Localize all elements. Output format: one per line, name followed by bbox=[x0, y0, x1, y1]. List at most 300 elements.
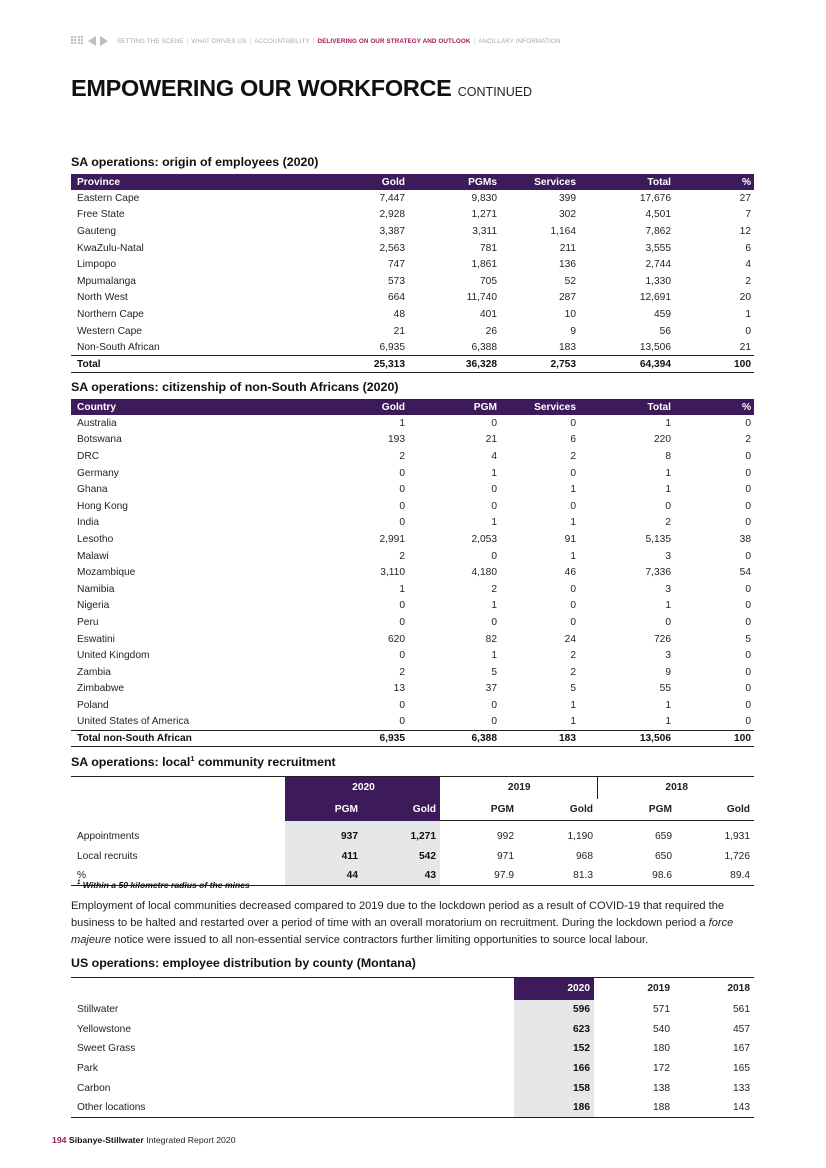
local-cell: Appointments bbox=[77, 830, 140, 842]
citizenship-cell: 0 bbox=[491, 500, 497, 512]
citizenship-row bbox=[71, 481, 754, 498]
us-cell: 158 bbox=[514, 1078, 594, 1098]
citizenship-cell: 4 bbox=[491, 450, 497, 462]
citizenship-cell: 1 bbox=[665, 467, 671, 479]
local-table-title bbox=[71, 754, 336, 769]
origin-total-cell: Total bbox=[71, 356, 321, 373]
origin-cell: 9,830 bbox=[471, 192, 497, 204]
origin-total-row bbox=[71, 356, 754, 373]
origin-cell: 1,861 bbox=[471, 259, 497, 271]
citizenship-total-cell: 6,388 bbox=[408, 730, 500, 747]
citizenship-cell: Lesotho bbox=[77, 533, 114, 545]
citizenship-cell: Nigeria bbox=[77, 600, 110, 612]
us-cell: Park bbox=[77, 1062, 98, 1074]
local-cell: 81.3 bbox=[518, 866, 597, 886]
citizenship-cell: 0 bbox=[745, 683, 751, 695]
citizenship-cell: 2,991 bbox=[379, 533, 405, 545]
citizenship-total-row bbox=[71, 730, 754, 747]
us-cell: 571 bbox=[653, 1003, 670, 1015]
paragraph-italic: force majeure bbox=[71, 917, 734, 946]
citizenship-row bbox=[71, 548, 754, 565]
citizenship-cell: 54 bbox=[739, 567, 751, 579]
origin-cell: 52 bbox=[564, 275, 576, 287]
citizenship-row bbox=[71, 498, 754, 515]
footer-brand: Sibanye-Stillwater bbox=[68, 1135, 144, 1145]
us-row bbox=[71, 1039, 754, 1059]
citizenship-cell: 0 bbox=[491, 716, 497, 728]
origin-cell: 7,862 bbox=[645, 225, 671, 237]
citizenship-cell: 620 bbox=[388, 633, 405, 645]
citizenship-row bbox=[71, 714, 754, 731]
citizenship-row bbox=[71, 697, 754, 714]
citizenship-cell: 24 bbox=[564, 633, 576, 645]
us-table-title: US operations: employee distribution by county (Montana) bbox=[71, 956, 416, 970]
previous-page-icon[interactable] bbox=[88, 36, 96, 46]
citizenship-cell: 7,336 bbox=[645, 567, 671, 579]
local-row bbox=[71, 846, 754, 866]
local-cell: 1,190 bbox=[567, 830, 593, 842]
page-footer bbox=[52, 1135, 236, 1145]
citizenship-cell: 1 bbox=[570, 716, 576, 728]
us-cell: Sweet Grass bbox=[77, 1043, 136, 1055]
local-year-2018: 2018 bbox=[597, 777, 754, 799]
local-title-text: SA operations: local bbox=[71, 755, 191, 770]
us-cell: 165 bbox=[733, 1062, 750, 1074]
citizenship-cell: 0 bbox=[570, 417, 576, 429]
origin-cell: 12 bbox=[739, 225, 751, 237]
local-cell: % bbox=[71, 866, 285, 886]
us-cell: 623 bbox=[514, 1019, 594, 1039]
local-sub-gold-2020: Gold bbox=[362, 799, 440, 821]
origin-cell: 3,311 bbox=[472, 225, 497, 237]
us-cell: 561 bbox=[733, 1003, 750, 1015]
page-title-main: EMPOWERING OUR WORKFORCE bbox=[71, 75, 452, 101]
citizenship-cell: Namibia bbox=[77, 583, 115, 595]
citizenship-cell: 0 bbox=[399, 716, 405, 728]
citizenship-cell: 1 bbox=[665, 417, 671, 429]
origin-cell: 6,935 bbox=[379, 341, 405, 353]
citizenship-row bbox=[71, 581, 754, 598]
citizenship-cell: Mozambique bbox=[77, 567, 136, 579]
citizenship-cell: 220 bbox=[654, 434, 671, 446]
origin-row bbox=[71, 190, 754, 207]
page-title bbox=[71, 75, 532, 102]
citizenship-header-cell: Gold bbox=[321, 399, 408, 415]
citizenship-cell: Eswatini bbox=[77, 633, 115, 645]
us-year-2020: 2020 bbox=[514, 978, 594, 1000]
page-title-suffix: CONTINUED bbox=[457, 85, 533, 99]
local-sub-pgm-2020: PGM bbox=[285, 799, 362, 821]
local-cell: 97.9 bbox=[440, 866, 518, 886]
citizenship-cell: 5 bbox=[570, 683, 576, 695]
origin-cell: 1,271 bbox=[471, 209, 497, 221]
origin-cell: 6 bbox=[745, 242, 751, 254]
citizenship-cell: 0 bbox=[399, 699, 405, 711]
origin-total-cell: 2,753 bbox=[500, 356, 579, 373]
citizenship-cell: 0 bbox=[745, 517, 751, 529]
citizenship-cell: 193 bbox=[388, 434, 405, 446]
citizenship-cell: 4,180 bbox=[471, 567, 497, 579]
local-cell: 98.6 bbox=[597, 866, 676, 886]
nav-delivering-strategy[interactable]: DELIVERING ON OUR STRATEGY AND OUTLOOK bbox=[317, 37, 471, 45]
citizenship-cell: 9 bbox=[665, 666, 671, 678]
origin-cell: Eastern Cape bbox=[77, 192, 140, 204]
citizenship-cell: 0 bbox=[491, 616, 497, 628]
footnote-marker: 1 bbox=[77, 880, 81, 887]
nav-separator: | bbox=[473, 37, 476, 45]
citizenship-total-cell: 183 bbox=[500, 730, 579, 747]
local-cell: 659 bbox=[655, 830, 672, 842]
origin-cell: 4,501 bbox=[645, 209, 671, 221]
origin-cell: 459 bbox=[654, 308, 671, 320]
local-footnote bbox=[77, 880, 250, 890]
origin-header-cell: Province bbox=[71, 174, 321, 190]
citizenship-row bbox=[71, 598, 754, 615]
citizenship-cell: 1 bbox=[491, 650, 497, 662]
citizenship-cell: DRC bbox=[77, 450, 100, 462]
citizenship-cell: Ghana bbox=[77, 484, 108, 496]
citizenship-cell: 0 bbox=[399, 650, 405, 662]
origin-cell: 20 bbox=[739, 292, 751, 304]
citizenship-row bbox=[71, 647, 754, 664]
origin-cell: Northern Cape bbox=[77, 308, 144, 320]
local-recruitment-table bbox=[71, 776, 754, 886]
local-row bbox=[71, 827, 754, 847]
nav-separator: | bbox=[249, 37, 252, 45]
citizenship-cell: 8 bbox=[665, 450, 671, 462]
us-row bbox=[71, 1078, 754, 1098]
us-year-2019: 2019 bbox=[647, 983, 670, 995]
citizenship-cell: 0 bbox=[745, 716, 751, 728]
local-cell: 411 bbox=[285, 846, 362, 866]
citizenship-row bbox=[71, 564, 754, 581]
origin-cell: Gauteng bbox=[77, 225, 117, 237]
local-year-2019: 2019 bbox=[507, 782, 531, 794]
lockdown-paragraph bbox=[71, 898, 754, 949]
local-year-2020: 2020 bbox=[285, 777, 440, 799]
local-sub-pgm-2019: PGM bbox=[440, 799, 518, 821]
us-row bbox=[71, 1098, 754, 1118]
page-number: 194 bbox=[52, 1135, 67, 1145]
nav-separator: | bbox=[186, 37, 189, 45]
us-cell: 188 bbox=[653, 1102, 670, 1114]
citizenship-row bbox=[71, 531, 754, 548]
origin-cell: 1,164 bbox=[550, 225, 576, 237]
local-title-footnote-marker: 1 bbox=[190, 754, 195, 763]
citizenship-cell: 0 bbox=[399, 467, 405, 479]
local-cell: 1,271 bbox=[362, 827, 440, 847]
citizenship-cell: 2 bbox=[745, 434, 751, 446]
citizenship-cell: United States of America bbox=[77, 716, 190, 728]
origin-cell: 183 bbox=[559, 341, 576, 353]
origin-cell: 2 bbox=[745, 275, 751, 287]
local-cell: 992 bbox=[497, 830, 514, 842]
local-cell: 968 bbox=[576, 850, 593, 862]
citizenship-cell: 2,053 bbox=[471, 533, 497, 545]
citizenship-cell: 2 bbox=[491, 583, 497, 595]
origin-cell: Limpopo bbox=[77, 259, 117, 271]
citizenship-cell: 1 bbox=[570, 484, 576, 496]
citizenship-cell: 1 bbox=[665, 716, 671, 728]
citizenship-cell: 0 bbox=[745, 484, 751, 496]
us-cell: 457 bbox=[733, 1023, 750, 1035]
us-cell: Stillwater bbox=[77, 1003, 119, 1015]
origin-cell: 3,555 bbox=[645, 242, 671, 254]
citizenship-cell: 0 bbox=[745, 616, 751, 628]
local-cell: 937 bbox=[285, 827, 362, 847]
origin-cell: Free State bbox=[77, 209, 125, 221]
citizenship-cell: Peru bbox=[77, 616, 99, 628]
citizenship-cell: 1 bbox=[399, 583, 405, 595]
citizenship-total-cell: 6,935 bbox=[321, 730, 408, 747]
citizenship-cell: 13 bbox=[393, 683, 405, 695]
citizenship-total-cell: Total non-South African bbox=[71, 730, 321, 747]
local-cell: 89.4 bbox=[676, 866, 754, 886]
origin-cell: Western Cape bbox=[77, 325, 142, 337]
origin-cell: 4 bbox=[745, 259, 751, 271]
origin-header-cell: Gold bbox=[321, 174, 408, 190]
citizenship-cell: United Kingdom bbox=[77, 650, 150, 662]
us-cell: Yellowstone bbox=[77, 1023, 131, 1035]
origin-table-header bbox=[71, 174, 754, 190]
citizenship-cell: 2 bbox=[399, 550, 405, 562]
origin-cell: 11,740 bbox=[466, 292, 497, 304]
local-sub-pgm-2018: PGM bbox=[597, 799, 676, 821]
citizenship-cell: Australia bbox=[77, 417, 117, 429]
citizenship-cell: 0 bbox=[745, 450, 751, 462]
citizenship-cell: 6 bbox=[570, 434, 576, 446]
us-cell: 540 bbox=[653, 1023, 670, 1035]
grid-menu-icon[interactable] bbox=[71, 36, 83, 47]
origin-cell: 0 bbox=[745, 325, 751, 337]
citizenship-cell: 5,135 bbox=[645, 533, 671, 545]
local-year-row bbox=[71, 777, 754, 799]
citizenship-cell: 55 bbox=[659, 683, 671, 695]
citizenship-cell: 0 bbox=[745, 583, 751, 595]
citizenship-header-cell: PGM bbox=[408, 399, 500, 415]
nav-ancillary-information[interactable]: ANCILLARY INFORMATION bbox=[478, 37, 561, 45]
origin-cell: 10 bbox=[564, 308, 576, 320]
origin-cell: 7,447 bbox=[379, 192, 405, 204]
citizenship-row bbox=[71, 631, 754, 648]
next-page-icon[interactable] bbox=[100, 36, 108, 46]
us-row bbox=[71, 1000, 754, 1020]
local-subheader-row bbox=[71, 799, 754, 821]
us-cell: 143 bbox=[733, 1102, 750, 1114]
citizenship-header-cell: Total bbox=[579, 399, 674, 415]
local-sub-gold-2018: Gold bbox=[676, 799, 754, 821]
citizenship-cell: India bbox=[77, 517, 100, 529]
origin-cell: 705 bbox=[480, 275, 497, 287]
citizenship-cell: 38 bbox=[739, 533, 751, 545]
origin-cell: 2,744 bbox=[645, 259, 671, 271]
us-cell: 186 bbox=[514, 1098, 594, 1118]
origin-cell: 21 bbox=[393, 325, 405, 337]
footnote-text: Within a 50 kilometre radius of the mines bbox=[82, 880, 250, 890]
footer-report: Integrated Report 2020 bbox=[146, 1135, 236, 1145]
origin-cell: 56 bbox=[659, 325, 671, 337]
citizenship-cell: 0 bbox=[745, 467, 751, 479]
citizenship-cell: 5 bbox=[745, 633, 751, 645]
origin-row bbox=[71, 207, 754, 224]
citizenship-cell: 1 bbox=[665, 699, 671, 711]
citizenship-cell: 1 bbox=[491, 600, 497, 612]
origin-cell: Mpumalanga bbox=[77, 275, 136, 287]
citizenship-row bbox=[71, 448, 754, 465]
citizenship-cell: 0 bbox=[745, 417, 751, 429]
citizenship-cell: 0 bbox=[570, 583, 576, 595]
origin-cell: 6,388 bbox=[471, 341, 497, 353]
citizenship-header-cell: % bbox=[674, 399, 754, 415]
origin-cell: 747 bbox=[388, 259, 405, 271]
us-cell: Other locations bbox=[77, 1102, 146, 1114]
origin-cell: 399 bbox=[559, 192, 576, 204]
citizenship-cell: 2 bbox=[570, 450, 576, 462]
citizenship-table bbox=[71, 399, 754, 747]
us-cell: 172 bbox=[653, 1062, 670, 1074]
citizenship-cell: 0 bbox=[399, 500, 405, 512]
local-cell: 1,931 bbox=[724, 830, 750, 842]
citizenship-cell: 0 bbox=[570, 500, 576, 512]
us-row bbox=[71, 1019, 754, 1039]
citizenship-total-cell: 13,506 bbox=[579, 730, 674, 747]
origin-row bbox=[71, 240, 754, 257]
citizenship-cell: 5 bbox=[491, 666, 497, 678]
origin-total-cell: 36,328 bbox=[408, 356, 500, 373]
citizenship-table-header bbox=[71, 399, 754, 415]
origin-table-title: SA operations: origin of employees (2020) bbox=[71, 155, 319, 169]
origin-cell: 781 bbox=[480, 242, 497, 254]
citizenship-cell: 0 bbox=[399, 517, 405, 529]
citizenship-cell: 2 bbox=[399, 666, 405, 678]
citizenship-cell: 0 bbox=[745, 666, 751, 678]
citizenship-cell: 2 bbox=[399, 450, 405, 462]
us-row bbox=[71, 1059, 754, 1079]
citizenship-cell: 0 bbox=[491, 484, 497, 496]
origin-cell: 12,691 bbox=[639, 292, 671, 304]
origin-cell: 1 bbox=[745, 308, 751, 320]
citizenship-cell: 91 bbox=[564, 533, 576, 545]
citizenship-cell: 82 bbox=[485, 633, 497, 645]
citizenship-cell: 0 bbox=[745, 600, 751, 612]
origin-cell: 287 bbox=[559, 292, 576, 304]
citizenship-cell: 1 bbox=[399, 417, 405, 429]
citizenship-cell: Germany bbox=[77, 467, 119, 479]
citizenship-table-title: SA operations: citizenship of non-South Africans (2020) bbox=[71, 380, 399, 394]
local-title-rest: community recruitment bbox=[194, 755, 336, 770]
us-cell: 133 bbox=[733, 1082, 750, 1094]
origin-row bbox=[71, 223, 754, 240]
us-year-2018: 2018 bbox=[727, 983, 750, 995]
nav-what-drives-us[interactable]: WHAT DRIVES US bbox=[191, 37, 247, 45]
citizenship-cell: 37 bbox=[485, 683, 497, 695]
origin-row bbox=[71, 290, 754, 307]
origin-row bbox=[71, 273, 754, 290]
citizenship-cell: 0 bbox=[745, 550, 751, 562]
citizenship-total-cell: 100 bbox=[674, 730, 754, 747]
us-cell: Carbon bbox=[77, 1082, 111, 1094]
nav-setting-the-scene[interactable]: SETTING THE SCENE bbox=[117, 37, 184, 45]
citizenship-row bbox=[71, 614, 754, 631]
origin-cell: 401 bbox=[480, 308, 497, 320]
origin-header-cell: PGMs bbox=[408, 174, 500, 190]
origin-header-cell: Services bbox=[500, 174, 579, 190]
origin-header-cell: Total bbox=[579, 174, 674, 190]
local-sub-gold-2019: Gold bbox=[518, 799, 597, 821]
citizenship-header-cell: Services bbox=[500, 399, 579, 415]
origin-cell: 13,506 bbox=[639, 341, 671, 353]
us-cell: 180 bbox=[653, 1043, 670, 1055]
local-cell: 971 bbox=[497, 850, 514, 862]
origin-row bbox=[71, 256, 754, 273]
citizenship-cell: 2 bbox=[570, 650, 576, 662]
local-cell: 542 bbox=[362, 846, 440, 866]
citizenship-cell: Zimbabwe bbox=[77, 683, 124, 695]
citizenship-cell: Poland bbox=[77, 699, 109, 711]
us-cell: 152 bbox=[514, 1039, 594, 1059]
us-cell: 167 bbox=[733, 1043, 750, 1055]
local-cell: 44 bbox=[285, 866, 362, 886]
citizenship-row bbox=[71, 515, 754, 532]
citizenship-cell: 0 bbox=[399, 600, 405, 612]
citizenship-cell: 0 bbox=[570, 467, 576, 479]
citizenship-cell: 0 bbox=[745, 699, 751, 711]
citizenship-row bbox=[71, 415, 754, 432]
citizenship-cell: 2 bbox=[665, 517, 671, 529]
local-cell: 650 bbox=[655, 850, 672, 862]
origin-cell: KwaZulu-Natal bbox=[77, 242, 144, 254]
citizenship-cell: 0 bbox=[399, 484, 405, 496]
origin-row bbox=[71, 306, 754, 323]
us-cell: 166 bbox=[514, 1059, 594, 1079]
citizenship-cell: Botswana bbox=[77, 434, 122, 446]
local-cell: Local recruits bbox=[77, 850, 138, 862]
citizenship-cell: 0 bbox=[570, 616, 576, 628]
citizenship-cell: 0 bbox=[570, 600, 576, 612]
citizenship-cell: 3,110 bbox=[380, 567, 405, 579]
citizenship-cell: Zambia bbox=[77, 666, 111, 678]
citizenship-header-cell: Country bbox=[71, 399, 321, 415]
top-navigation bbox=[71, 35, 561, 47]
origin-cell: 2,563 bbox=[379, 242, 405, 254]
paragraph-part-2: notice were issued to all non-essential service contractors further limiting opportunities to source local labour. bbox=[111, 934, 649, 946]
citizenship-cell: 0 bbox=[491, 699, 497, 711]
origin-cell: 48 bbox=[393, 308, 405, 320]
origin-cell: 136 bbox=[559, 259, 576, 271]
citizenship-row bbox=[71, 465, 754, 482]
origin-cell: 9 bbox=[570, 325, 576, 337]
citizenship-row bbox=[71, 664, 754, 681]
nav-accountability[interactable]: ACCOUNTABILITY bbox=[254, 37, 310, 45]
origin-total-cell: 100 bbox=[674, 356, 754, 373]
paragraph-part-1: Employment of local communities decreased compared to 2019 due to the lockdown period as a result of COVID-19 that required the business to be halted and restarted over a period of time with an overall moratorium on recruitment. During the lockdown period a bbox=[71, 900, 725, 929]
origin-table bbox=[71, 174, 754, 373]
citizenship-cell: 0 bbox=[745, 650, 751, 662]
origin-total-cell: 64,394 bbox=[579, 356, 674, 373]
origin-cell: 664 bbox=[388, 292, 405, 304]
citizenship-cell: 0 bbox=[491, 550, 497, 562]
citizenship-cell: 3 bbox=[665, 550, 671, 562]
origin-cell: 26 bbox=[485, 325, 497, 337]
origin-row bbox=[71, 323, 754, 340]
origin-cell: 573 bbox=[388, 275, 405, 287]
origin-cell: 27 bbox=[739, 192, 751, 204]
origin-cell: 302 bbox=[559, 209, 576, 221]
citizenship-cell: Hong Kong bbox=[77, 500, 128, 512]
us-county-table bbox=[71, 977, 754, 1118]
origin-cell: 21 bbox=[739, 341, 751, 353]
citizenship-cell: 2 bbox=[570, 666, 576, 678]
